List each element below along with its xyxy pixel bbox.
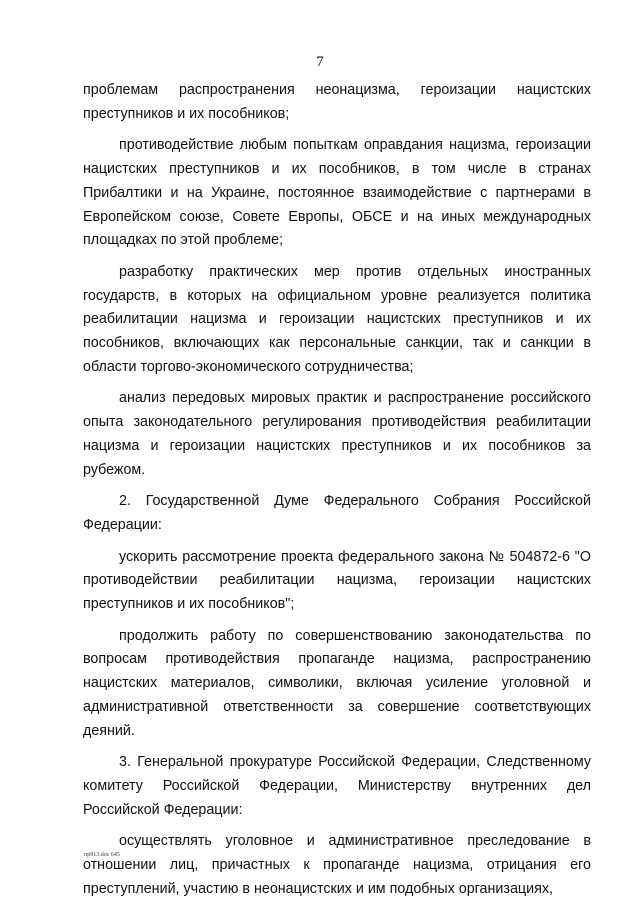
paragraph-6: ускорить рассмотрение проекта федерального закона № 504872-6 "О противодействии реабилитации нацизма, героизации нацистских преступников и их пособников"; bbox=[83, 548, 591, 613]
paragraph-9: осуществлять уголовное и административное преследование в отношении лиц, причастных к пропаганде нацизма, отрицания его преступлений, участию в неонацистских и им подобных организациях, bbox=[83, 833, 591, 897]
paragraph-1: проблемам распространения неонацизма, героизации нацистских преступников и их пособников; bbox=[83, 82, 591, 122]
footer-file-code: пр913.doc 645 bbox=[84, 852, 120, 858]
paragraph-4: анализ передовых мировых практик и распространение российского опыта законодательного регулирования противодействия реабилитации нацизма и героизации нацистских преступников и их пособников за рубежом. bbox=[83, 390, 591, 478]
paragraph-3: разработку практических мер против отдельных иностранных государств, в которых на официальном уровне реализуется политика реабилитации нацизма и героизации нацистских преступников и их пособников, включающих как персональные санкции, так и санкции в области торгово-экономического сотрудничества; bbox=[83, 263, 591, 375]
document-body bbox=[83, 79, 591, 910]
paragraph-2: противодействие любым попыткам оправдания нацизма, героизации нацистских преступников и их пособников, в том числе в странах Прибалтики и на Украине, постоянное взаимодействие с партнерами в Европейском союзе, Совете Европы, ОБСЕ и на иных международных площадках по этой проблеме; bbox=[83, 137, 591, 249]
paragraph-8: 3. Генеральной прокуратуре Российской Федерации, Следственному комитету Российской Федерации, Министерству внутренних дел Российской Федерации: bbox=[83, 754, 591, 818]
paragraph-7: продолжить работу по совершенствованию законодательства по вопросам противодействия пропаганде нацизма, распространению нацистских материалов, символики, включая усиление уголовной и административной ответственности за совершение соответствующих деяний. bbox=[83, 627, 591, 739]
page-number: 7 bbox=[316, 54, 324, 70]
paragraph-5: 2. Государственной Думе Федерального Собрания Российской Федерации: bbox=[83, 493, 591, 533]
